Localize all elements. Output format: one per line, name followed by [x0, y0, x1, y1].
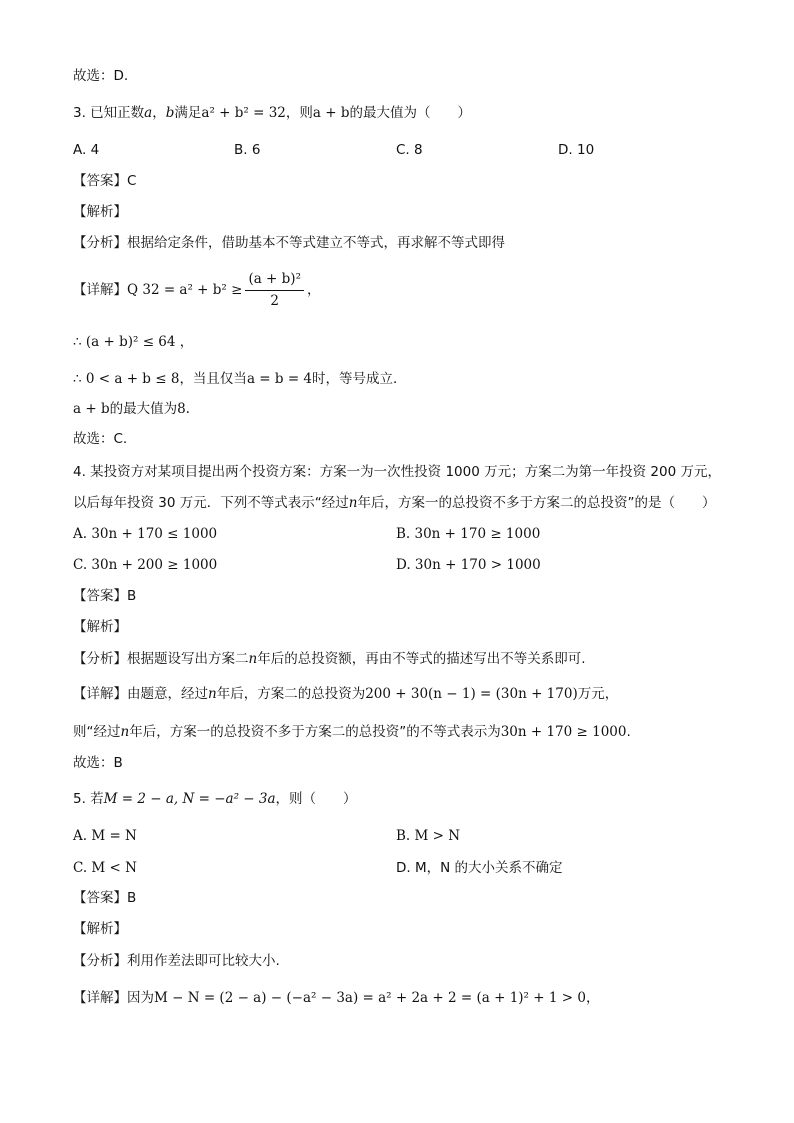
q4-concl-math: 30n + 170 ≥ 1000 [500, 724, 627, 740]
q3-detail-fraction [245, 270, 304, 310]
q3-stem-eq: a² + b² = 32 [201, 105, 286, 121]
q3-stem-prefix: 3. 已知正数 [73, 105, 145, 121]
q3-stem [73, 103, 471, 123]
q3-step3 [73, 369, 407, 389]
q4-fenxi-a: 【分析】根据题设写出方案二 [73, 651, 249, 667]
q3-detail [73, 270, 320, 310]
q3-fenxi: 【分析】根据给定条件，借助基本不等式建立不等式，再求解不等式即得 [73, 235, 505, 251]
q4-concl-a: 则“经过 [73, 724, 121, 740]
q2-choice: 故选：D. [73, 68, 129, 84]
q3-stem-sum: a + b [312, 105, 350, 121]
q5-detail [73, 988, 599, 1008]
q4-stem-line2-b: 年后，方案一的总投资不多于方案二的总投资”的是（ ） [357, 495, 716, 511]
q4-fenxi-n: n [248, 651, 258, 667]
q3-option-b: B. 6 [234, 142, 261, 158]
q5-option-a: A. M = N [73, 828, 137, 844]
q4-concl-b: 年后，方案一的总投资不多于方案二的总投资”的不等式表示为 [129, 724, 501, 740]
q3-step4-math: a + b [73, 401, 110, 417]
q5-option-c: C. M < N [73, 860, 137, 876]
q3-step4 [73, 399, 190, 419]
q3-step3-text1: ，当且仅当 [179, 371, 247, 387]
q4-choice: 故选：B [73, 755, 123, 771]
q3-choice: 故选：C. [73, 431, 128, 447]
q4-detail-n: n [208, 686, 217, 702]
q3-comma: ， [152, 105, 166, 121]
q4-answer: 【答案】B [73, 588, 137, 604]
q3-fraction-numerator: (a + b)² [245, 270, 304, 291]
q4-fenxi [73, 649, 586, 669]
q3-stem-mid2: ，则 [285, 105, 313, 121]
q3-stem-mid: 满足 [174, 105, 202, 121]
q4-detail-b: 年后，方案二的总投资为 [216, 686, 366, 702]
q3-detail-lead: Q 32 = a² + b² ≥ [127, 282, 243, 298]
q5-analysis-title: 【解析】 [73, 921, 127, 937]
q5-stem [73, 789, 357, 809]
q4-detail-c: 万元， [577, 686, 619, 702]
q3-stem-suffix: 的最大值为（ ） [349, 105, 471, 121]
q4-stem-n: n [348, 495, 358, 511]
q5-option-b: B. M > N [396, 828, 461, 844]
q5-detail-a: 【详解】因为 [73, 990, 154, 1006]
q5-detail-math: M − N = (2 − a) − (−a² − 3a) = a² + 2a + 2 = (a + 1)² + 1 > 0 [154, 990, 586, 1006]
q4-concl-end: . [626, 724, 631, 740]
q5-detail-end: ， [585, 990, 600, 1006]
q3-step4-val: 8. [177, 401, 190, 417]
q4-stem-line1: 4. 某投资方对某项目提出两个投资方案：方案一为一次性投资 1000 万元；方案二为第一年投资 200 万元， [73, 464, 721, 480]
q3-fraction-denominator: 2 [270, 293, 280, 309]
q5-stem-b: ，则（ ） [275, 791, 357, 807]
q3-detail-end: ， [306, 282, 321, 298]
q4-option-a: A. 30n + 170 ≤ 1000 [73, 526, 218, 542]
q4-option-b: B. 30n + 170 ≥ 1000 [396, 526, 541, 542]
q4-detail-math: 200 + 30(n − 1) = (30n + 170) [365, 686, 578, 702]
q4-analysis-title: 【解析】 [73, 619, 127, 635]
q4-conclusion [73, 722, 631, 742]
q4-option-c: C. 30n + 200 ≥ 1000 [73, 557, 218, 573]
q3-var-a: a [144, 105, 153, 121]
q3-detail-label: 【详解】 [73, 282, 127, 298]
q3-var-b: b [165, 105, 175, 121]
q4-stem-line2-a: 以后每年投资 30 万元．下列不等式表示“经过 [73, 495, 349, 511]
q5-option-d: D. M，N 的大小关系不确定 [396, 860, 563, 876]
q5-answer: 【答案】B [73, 890, 137, 906]
q3-analysis-title: 【解析】 [73, 204, 127, 220]
q4-detail-a: 【详解】由题意，经过 [73, 686, 208, 702]
q3-option-c: C. 8 [396, 142, 423, 158]
q4-fenxi-b: 年后的总投资额，再由不等式的描述写出不等关系即可. [257, 651, 586, 667]
q3-step3-text2: 时，等号成立． [312, 371, 407, 387]
q4-option-d: D. 30n + 170 > 1000 [396, 557, 541, 573]
q3-step3-math2: a = b = 4 [246, 371, 313, 387]
q3-step3-math: ∴ 0 < a + b ≤ 8 [73, 371, 180, 387]
q3-step4-text: 的最大值为 [109, 401, 178, 417]
q4-detail [73, 684, 618, 704]
q3-option-a: A. 4 [73, 142, 100, 158]
q5-fenxi: 【分析】利用作差法即可比较大小. [73, 953, 280, 969]
q3-step2: ∴ (a + b)² ≤ 64 ， [73, 334, 194, 350]
q3-option-d: D. 10 [558, 142, 595, 158]
q5-stem-math: M = 2 − a, N = −a² − 3a [103, 791, 276, 807]
q4-stem-line2 [73, 493, 715, 513]
q5-stem-a: 5. 若 [73, 791, 104, 807]
q3-answer: 【答案】C [73, 173, 137, 189]
q4-concl-n: n [120, 724, 130, 740]
